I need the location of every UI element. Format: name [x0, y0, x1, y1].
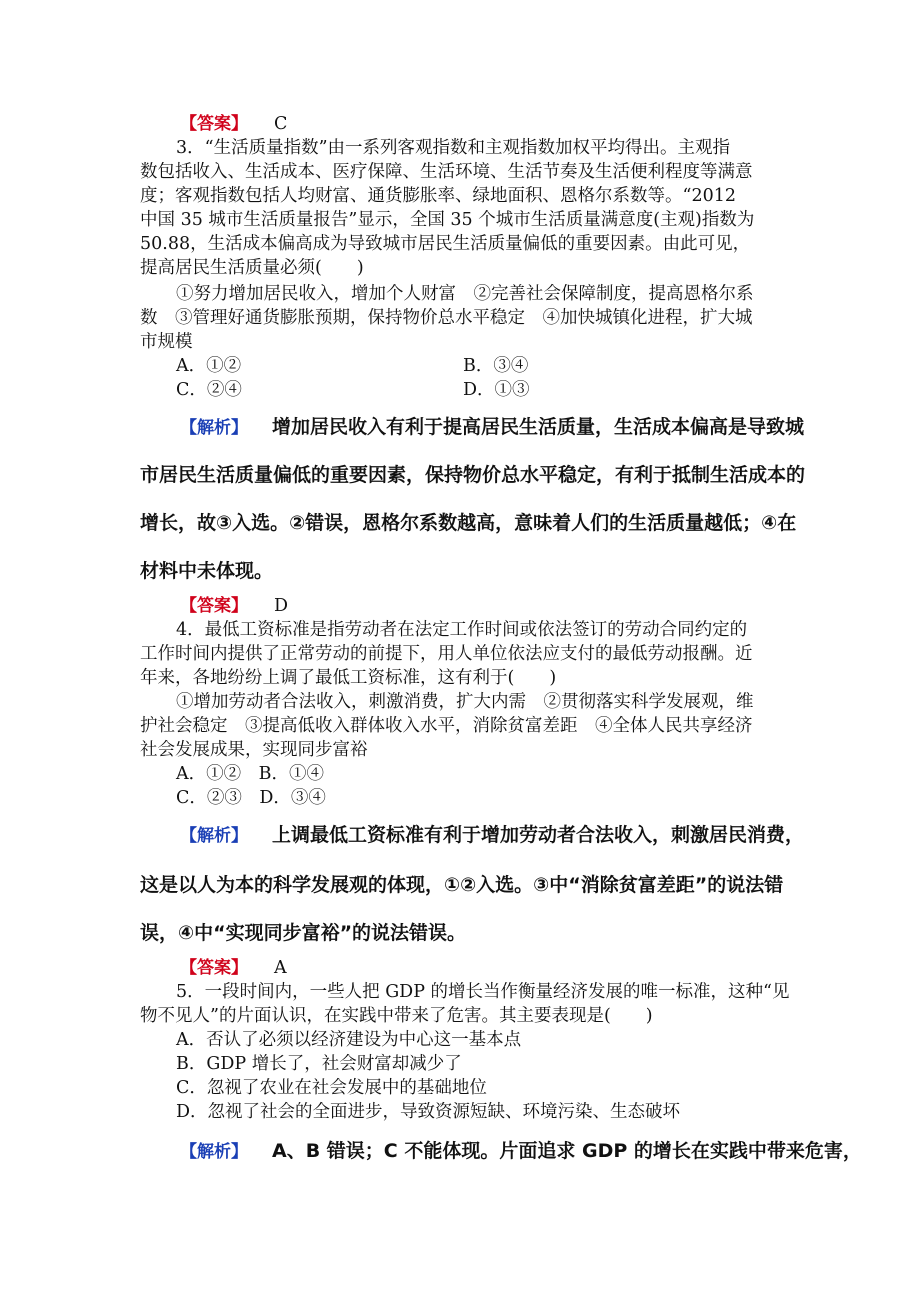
- q3-option-b: B．③④: [463, 356, 529, 376]
- q3-stem-line: 提高居民生活质量必须( ): [140, 258, 364, 278]
- q5-explanation-line: [180, 1138, 862, 1165]
- q3-explanation-line: 市居民生活质量偏低的重要因素，保持物价总水平稳定，有利于抵制生活成本的: [140, 464, 806, 486]
- q4-item-line: 护社会稳定 ③提高低收入群体收入水平，消除贫富差距 ④全体人民共享经济: [140, 716, 753, 736]
- q5-option-c: C．忽视了农业在社会发展中的基础地位: [176, 1078, 487, 1098]
- q3-option-c: C．②④: [176, 380, 242, 400]
- answer-line-q3: [180, 594, 288, 618]
- q3-explanation-line: 材料中未体现。: [140, 560, 274, 582]
- q5-stem-line: 5．一段时间内，一些人把 GDP 的增长当作衡量经济发展的唯一标准，这种“见: [176, 982, 790, 1002]
- q4-explanation-line: 这是以人为本的科学发展观的体现，①②入选。③中“消除贫富差距”的说法错: [140, 874, 784, 896]
- q5-stem-line: 物不见人”的片面认识，在实践中带来了危害。其主要表现是( ): [140, 1006, 653, 1026]
- answer-tag: 【答案】: [180, 114, 248, 134]
- q4-stem-line: 工作时间内提供了正常劳动的前提下，用人单位依法应支付的最低劳动报酬。近: [140, 644, 753, 664]
- q3-item-line: 数 ③管理好通货膨胀预期，保持物价总水平稳定 ④加快城镇化进程，扩大城: [140, 308, 753, 328]
- q3-stem-line: 度；客观指数包括人均财富、通货膨胀率、绿地面积、恩格尔系数等。“2012: [140, 186, 736, 206]
- q5-option-d: D．忽视了社会的全面进步，导致资源短缺、环境污染、生态破坏: [176, 1102, 681, 1122]
- q4-stem-line: 年来，各地纷纷上调了最低工资标准，这有利于( ): [140, 668, 557, 688]
- answer-value: C: [274, 114, 288, 134]
- q3-stem-line: 数包括收入、生活成本、医疗保障、生活环境、生活节奏及生活便利程度等满意: [140, 162, 753, 182]
- q5-option-a: A．否认了必须以经济建设为中心这一基本点: [176, 1030, 522, 1050]
- q3-item-line: 市规模: [140, 332, 193, 352]
- q5-option-b: B．GDP 增长了，社会财富却减少了: [176, 1054, 462, 1074]
- answer-tag: 【答案】: [180, 596, 248, 616]
- answer-line-q2: [180, 112, 287, 136]
- answer-line-q4: [180, 956, 287, 980]
- explanation-text: 增加居民收入有利于提高居民生活质量，生活成本偏高是导致城: [272, 416, 805, 438]
- q4-options-line: C．②③ D．③④: [176, 788, 326, 808]
- q3-explanation-line: 增长，故③入选。②错误，恩格尔系数越高，意味着人们的生活质量越低；④在: [140, 512, 797, 534]
- q4-explanation-line: 误，④中“实现同步富裕”的说法错误。: [140, 922, 467, 944]
- explanation-tag: 【解析】: [180, 418, 248, 438]
- explanation-text: A、B 错误；C 不能体现。片面追求 GDP 的增长在实践中带来危害，: [272, 1140, 862, 1162]
- explanation-text: 上调最低工资标准有利于增加劳动者合法收入，刺激居民消费，: [272, 824, 805, 846]
- q3-stem-line: 中国 35 城市生活质量报告”显示，全国 35 个城市生活质量满意度(主观)指数为: [140, 210, 755, 230]
- q3-option-a: A．①②: [176, 356, 242, 376]
- q4-options-line: A．①② B．①④: [176, 764, 324, 784]
- q3-stem-line: 50.88，生活成本偏高成为导致城市居民生活质量偏低的重要因素。由此可见，: [140, 234, 751, 254]
- q3-stem-line: 3．“生活质量指数”由一系列客观指数和主观指数加权平均得出。主观指: [176, 138, 731, 158]
- answer-tag: 【答案】: [180, 958, 248, 978]
- q4-stem-line: 4．最低工资标准是指劳动者在法定工作时间或依法签订的劳动合同约定的: [176, 620, 748, 640]
- answer-value: A: [274, 958, 287, 978]
- q4-item-line: ①增加劳动者合法收入，刺激消费，扩大内需 ②贯彻落实科学发展观，维: [176, 692, 754, 712]
- answer-value: D: [274, 596, 289, 616]
- q4-explanation-line: [180, 822, 804, 849]
- explanation-tag: 【解析】: [180, 826, 248, 846]
- q3-item-line: ①努力增加居民收入，增加个人财富 ②完善社会保障制度，提高恩格尔系: [176, 284, 754, 304]
- explanation-tag: 【解析】: [180, 1142, 248, 1162]
- q4-item-line: 社会发展成果，实现同步富裕: [140, 740, 368, 760]
- q3-explanation-line: [180, 414, 804, 441]
- q3-option-d: D．①③: [463, 380, 530, 400]
